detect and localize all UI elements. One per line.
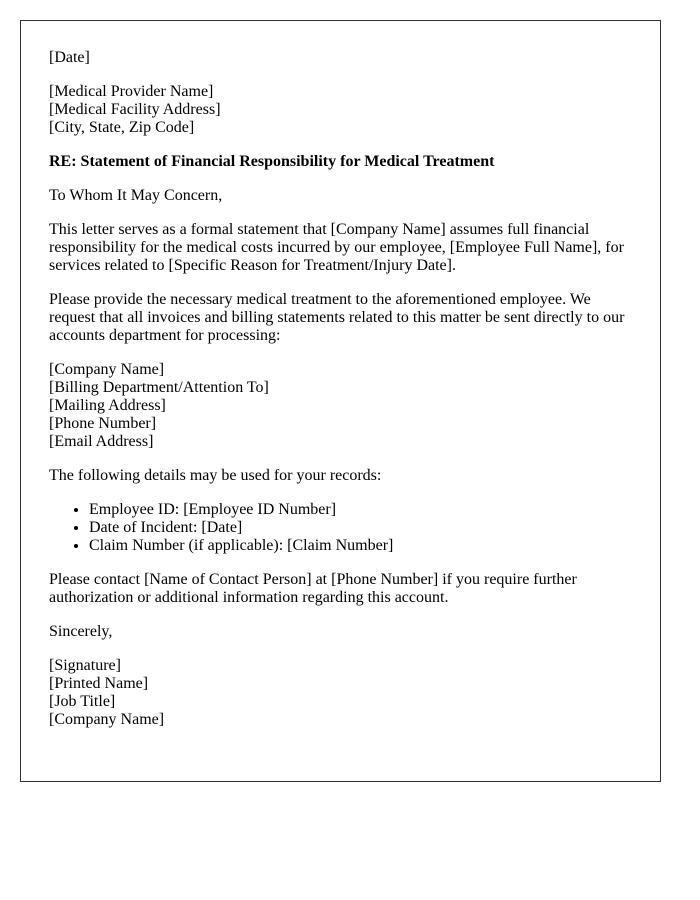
recipient-name: [Medical Provider Name] [49, 83, 214, 100]
printed-name: [Printed Name] [49, 675, 149, 692]
details-list-item-employee-id: • Employee ID: [Employee ID Number] [89, 501, 632, 519]
signature-block [49, 657, 632, 729]
letter-container [20, 20, 661, 782]
body-paragraph-contact: Please contact [Name of Contact Person] at [Phone Number] if you require further authorization or additional information regarding this account. [49, 571, 577, 606]
closing: Sincerely, [49, 623, 113, 640]
details-list-item-date-of-incident: • Date of Incident: [Date] [89, 519, 632, 537]
signature: [Signature] [49, 657, 121, 674]
details-intro: The following details may be used for your records: [49, 467, 382, 484]
billing-attention: [Billing Department/Attention To] [49, 379, 269, 396]
billing-email: [Email Address] [49, 433, 154, 450]
recipient-city-state-zip: [City, State, Zip Code] [49, 119, 195, 136]
salutation: To Whom It May Concern, [49, 187, 223, 204]
recipient-address: [Medical Facility Address] [49, 101, 221, 118]
letter-date: [Date] [49, 49, 90, 66]
billing-company: [Company Name] [49, 361, 165, 378]
billing-phone: [Phone Number] [49, 415, 157, 432]
billing-address-block [49, 361, 632, 451]
signature-company: [Company Name] [49, 711, 165, 728]
job-title: [Job Title] [49, 693, 116, 710]
body-paragraph-billing-request: Please provide the necessary medical treatment to the aforementioned employee. We request that all invoices and billing statements related to this matter be sent directly to our accounts department for processing: [49, 291, 625, 344]
body-paragraph-responsibility: This letter serves as a formal statement that [Company Name] assumes full financial responsibility for the medical costs incurred by our employee, [Employee Full Name], for services related to [Specific Reason for Treatment/Injury Date]. [49, 221, 624, 274]
billing-mailing-address: [Mailing Address] [49, 397, 166, 414]
details-list [49, 501, 632, 555]
recipient-address-block [49, 83, 632, 137]
subject-line: RE: Statement of Financial Responsibility for Medical Treatment [49, 153, 495, 170]
details-list-item-claim-number: • Claim Number (if applicable): [Claim Number] [89, 537, 632, 555]
